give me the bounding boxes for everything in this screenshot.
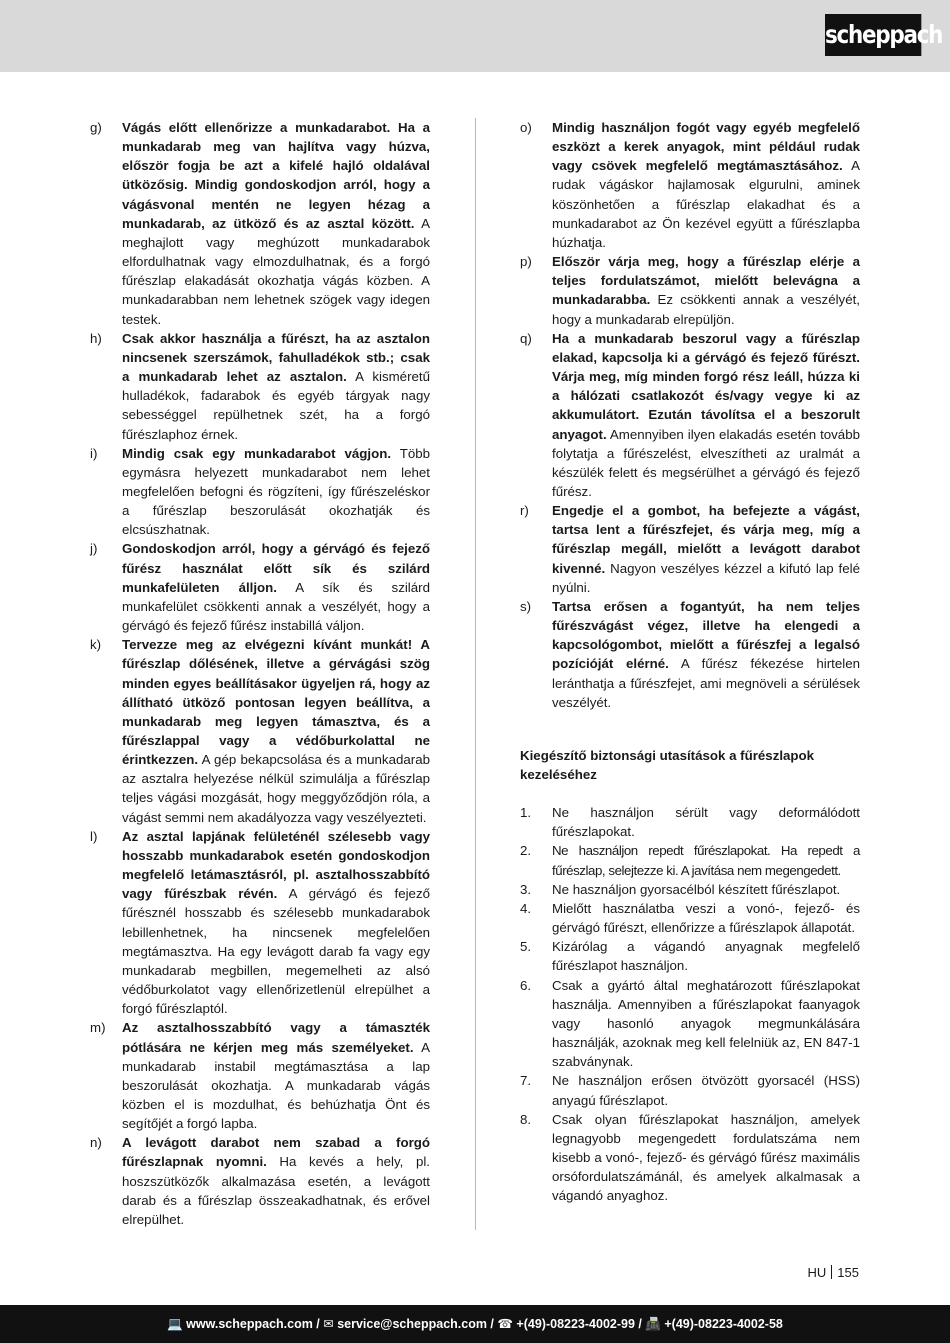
footer-contact-bar: 💻 www.scheppach.com / ✉ service@scheppach.com / ☎ +(49)-08223-4002-99 / 📠 +(49)-08223-4002-58 xyxy=(0,1305,950,1343)
item-text xyxy=(552,118,860,252)
item-bold-text: Először várja meg, hogy a fűrészlap elérje a teljes fordulatszámot, mielőtt belevágna a munkadarabba. xyxy=(552,254,860,308)
list-item xyxy=(520,501,860,597)
left-column xyxy=(90,118,430,1229)
item-label: m) xyxy=(90,1020,106,1036)
item-text xyxy=(122,118,430,329)
item-text xyxy=(122,1018,430,1133)
numbered-item xyxy=(520,880,860,899)
list-item xyxy=(90,329,430,444)
item-body-text: A kisméretű hulladékok, fadarabok és egyéb tárgyak nagy sebességgel repülhetnek szét, ha a forgó fűrészlaphoz érnek. xyxy=(122,369,430,442)
numbered-item-label: 3. xyxy=(520,881,532,897)
item-label: q) xyxy=(520,330,532,346)
item-body-text: Ha kevés a hely, pl. hoszszütközők alkalmazása esetén, a levágott darab és a fűrészlap összeakadhatnak, és erővel elrepülhet. xyxy=(122,1154,430,1227)
item-body-text: A fűrész fékezése hirtelen leránthatja a fűrészfejet, ami megnöveli a sérülések veszélyét. xyxy=(552,656,861,710)
item-label: s) xyxy=(520,598,532,614)
list-item xyxy=(90,1018,430,1133)
list-item xyxy=(90,444,430,540)
item-body-text: Amennyiben ilyen elakadás esetén tovább folytatja a fűrészelést, elveszítheti az uralmát a készülék felett és megsérülhet a gérvágó és fejező fűrész. xyxy=(552,426,860,499)
item-body-text: A sík és szilárd munkafelület csökkenti annak a veszélyét, hogy a gérvágó és fejező fűrész instabillá váljon. xyxy=(122,579,430,634)
item-text xyxy=(552,252,860,329)
list-item xyxy=(520,329,860,501)
numbered-item-text: Csak a gyártó által meghatározott fűrészlapokat használja. Amennyiben a fűrészlapokat faanyagok vagy hasonló anyagok megmunkálására használják, azoknak meg kell felelniük az, EN 847-1 szabványnak. xyxy=(552,977,860,1070)
numbered-item-label: 8. xyxy=(520,1111,532,1127)
item-bold-text: Vágás előtt ellenőrizze a munkadarabot. Ha a munkadarab meg van hajlítva vagy húzva, először fogja be azt a kifelé hajló oldalával ütközősig. Mindig gondoskodjon arról, hogy a vágásvonal mentén ne legyen hézag a munkadarab, az ütköző és az asztal között. xyxy=(122,120,430,231)
numbered-item-label: 1. xyxy=(520,805,532,821)
numbered-item xyxy=(520,899,860,937)
numbered-item-label: 4. xyxy=(520,900,532,916)
right-column xyxy=(520,118,860,1205)
item-text xyxy=(552,501,860,597)
list-item xyxy=(90,118,430,329)
item-body-text: A gérvágó és fejező fűrésznél hosszabb és szélesebb munkadarabok lebillenhetnek, ha nincsenek megfelelően megtámasztva. Ha egy levágott darab fa vagy egy munkadarab megbillen, megemelheti az alsó védőburkolatot vagy ellenőrizetlenül elrepülhet a forgó fűrészlaptól. xyxy=(122,886,431,1017)
numbered-item-label: 6. xyxy=(520,977,532,993)
item-label: h) xyxy=(90,330,102,346)
item-bold-text: Engedje el a gombot, ha befejezte a vágást, tartsa lent a fűrészfejet, és várja meg, míg a fűrészlap megáll, mielőtt a levágott darabot kivenné. xyxy=(552,503,860,576)
item-bold-text: Ha a munkadarab beszorul vagy a fűrészlap elakad, kapcsolja ki a gérvágó és fejező fűrészt. Várja meg, míg minden forgó rész leáll, húzza ki a hálózati csatlakozót és/vagy vegye ki az akkumulátort. Ezután távolítsa el a beszorult anyagot. xyxy=(552,330,860,442)
right-item-list xyxy=(520,118,860,712)
item-label: k) xyxy=(90,637,102,653)
item-bold-text: Mindig csak egy munkadarabot vágjon. xyxy=(122,445,392,461)
item-label: j) xyxy=(90,541,98,557)
list-item xyxy=(520,252,860,329)
column-divider xyxy=(475,118,476,1230)
list-item xyxy=(90,827,430,1019)
brand-logo: scheppach xyxy=(825,14,921,56)
numbered-list xyxy=(520,803,860,1205)
item-text xyxy=(122,635,430,827)
item-label: r) xyxy=(520,503,529,519)
item-text xyxy=(552,329,860,501)
numbered-item xyxy=(520,841,860,879)
section-heading: Kiegészítő biztonsági utasítások a fűrészlapok kezeléséhez xyxy=(520,747,815,782)
item-bold-text: Mindig használjon fogót vagy egyéb megfelelő eszközt a kerek anyagok, mint például rudak vagy csövek megfelelő megtámasztásához. xyxy=(552,120,860,174)
numbered-item-label: 2. xyxy=(520,843,532,859)
item-bold-text: Gondoskodjon arról, hogy a gérvágó és fejező fűrész használat előtt sík és szilárd munkafelületen álljon. xyxy=(122,541,430,595)
numbered-item-text: Csak olyan fűrészlapokat használjon, amelyek legnagyobb megengedett fordulatszáma nem kisebb a vonó-, fejező- és gérvágó fűrész maximális orsófordulatszámánál, és amelyek alkalmasak a vágandó anyaghoz. xyxy=(552,1111,860,1204)
item-text xyxy=(122,539,430,635)
list-item xyxy=(90,539,430,635)
numbered-item-label: 5. xyxy=(520,939,532,955)
item-text xyxy=(122,1133,430,1229)
item-body-text: A rudak vágáskor hajlamosak elgurulni, aminek köszönhetően a fűrészlap elakadhat és a munkadarabot az Ön kezével együtt a fűrészlapba húzhatja. xyxy=(552,158,860,250)
item-bold-text: Tervezze meg az elvégezni kívánt munkát! A fűrészlap dőlésének, illetve a gérvágási szög minden egyes beállításakor ügyeljen rá, hogy az állítható ütköző pontosan legyen beállítva, a munkadarab meg legyen támasztva, és a fűrészlappal vagy a védőburkolattal ne érintkezzen. xyxy=(122,637,430,768)
numbered-item xyxy=(520,937,860,975)
item-label: l) xyxy=(90,828,98,844)
item-text xyxy=(122,444,430,540)
numbered-item xyxy=(520,1110,860,1206)
item-body-text: A meghajlott vagy meghúzott munkadarabok elfordulhatnak vagy elmozdulhatnak, és a forgó fűrészlap elakadását okozhatja vágás közben. A munkadarabban nem lehetnek szögek vagy idegen testek. xyxy=(122,215,430,327)
page-number-separator xyxy=(831,1265,832,1279)
item-text xyxy=(122,827,430,1019)
item-label: n) xyxy=(90,1135,102,1151)
numbered-item-text: Kizárólag a vágandó anyagnak megfelelő fűrészlapot használjon. xyxy=(552,939,860,974)
numbered-item-text: Ne használjon gyorsacélból készített fűrészlapot. xyxy=(552,881,841,897)
header-band xyxy=(0,0,950,72)
item-bold-text: Az asztalhosszabbító vagy a támaszték pótlására ne kérjen meg más személyeket. xyxy=(122,1020,430,1055)
numbered-item xyxy=(520,803,860,841)
item-body-text: A munkadarab instabil megtámasztása a lap beszorulását okozhatja. A munkadarab vágás közben el is mozdulhat, és behúzhatja Önt és segítőjét a forgó lapba. xyxy=(122,1039,430,1132)
item-label: o) xyxy=(520,120,532,135)
list-item xyxy=(90,635,430,827)
item-body-text: Ez csökkenti annak a veszélyét, hogy a munkadarab elrepüljön. xyxy=(552,292,860,327)
numbered-item xyxy=(520,1071,860,1109)
numbered-item-label: 7. xyxy=(520,1073,532,1089)
list-item xyxy=(520,597,860,712)
item-body-text: Több egymásra helyezett munkadarabot nem lehet megfelelően befogni és rögzíteni, így fűrészeléskor a fűrészlap beszorulását okozhatják és elcsúszhatnak. xyxy=(122,445,431,538)
item-bold-text: Csak akkor használja a fűrészt, ha az asztalon nincsenek szerszámok, fahulladékok stb.; csak a munkadarab lehet az asztalon. xyxy=(122,330,430,385)
item-label: p) xyxy=(520,254,532,270)
item-label: g) xyxy=(90,120,102,135)
numbered-item-text: Ne használjon sérült vagy deformálódott fűrészlapokat. xyxy=(552,805,860,840)
item-body-text: A gép bekapcsolása és a munkadarab az asztalra helyezése nélkül szimulálja a fűrészlap teljes vágási mozgását, hogy meggyőződjön róla, a vágást semmi nem akadályozza vagy veszélyezteti. xyxy=(122,752,430,825)
item-bold-text: Tartsa erősen a fogantyút, ha nem teljes fűrészvágást végez, illetve ha elengedi a kapcsológombot, mielőtt a fűrészfej a legalsó pozícióját elérné. xyxy=(552,598,860,672)
item-label: i) xyxy=(90,445,98,461)
page-number-value: 155 xyxy=(837,1265,859,1280)
list-item xyxy=(520,118,860,252)
page-lang: HU xyxy=(807,1265,827,1280)
item-text xyxy=(122,329,430,444)
numbered-item-text: Ne használjon erősen ötvözött gyorsacél (HSS) anyagú fűrészlapot. xyxy=(552,1073,860,1108)
item-bold-text: Az asztal lapjának felületénél szélesebb vagy hosszabb munkadarabok esetén gondoskodjon megfelelő letámasztásról, pl. asztalhosszabbító vagy fűrészbak révén. xyxy=(122,828,430,902)
item-bold-text: A levágott darabot nem szabad a forgó fűrészlapnak nyomni. xyxy=(122,1135,430,1170)
numbered-item-text: Ne használjon repedt fűrészlapokat. Ha repedt a fűrészlap, selejtezze ki. A javítása nem megengedett. xyxy=(552,843,860,878)
list-item xyxy=(90,1133,430,1229)
numbered-item-text: Mielőtt használatba veszi a vonó-, fejező- és gérvágó fűrészt, ellenőrizze a fűrészlapok állapotát. xyxy=(552,900,860,936)
numbered-item xyxy=(520,976,860,1072)
item-body-text: Nagyon veszélyes kézzel a kifutó lap felé nyúlni. xyxy=(552,560,860,595)
page-number xyxy=(808,1265,859,1280)
item-text xyxy=(552,597,860,712)
